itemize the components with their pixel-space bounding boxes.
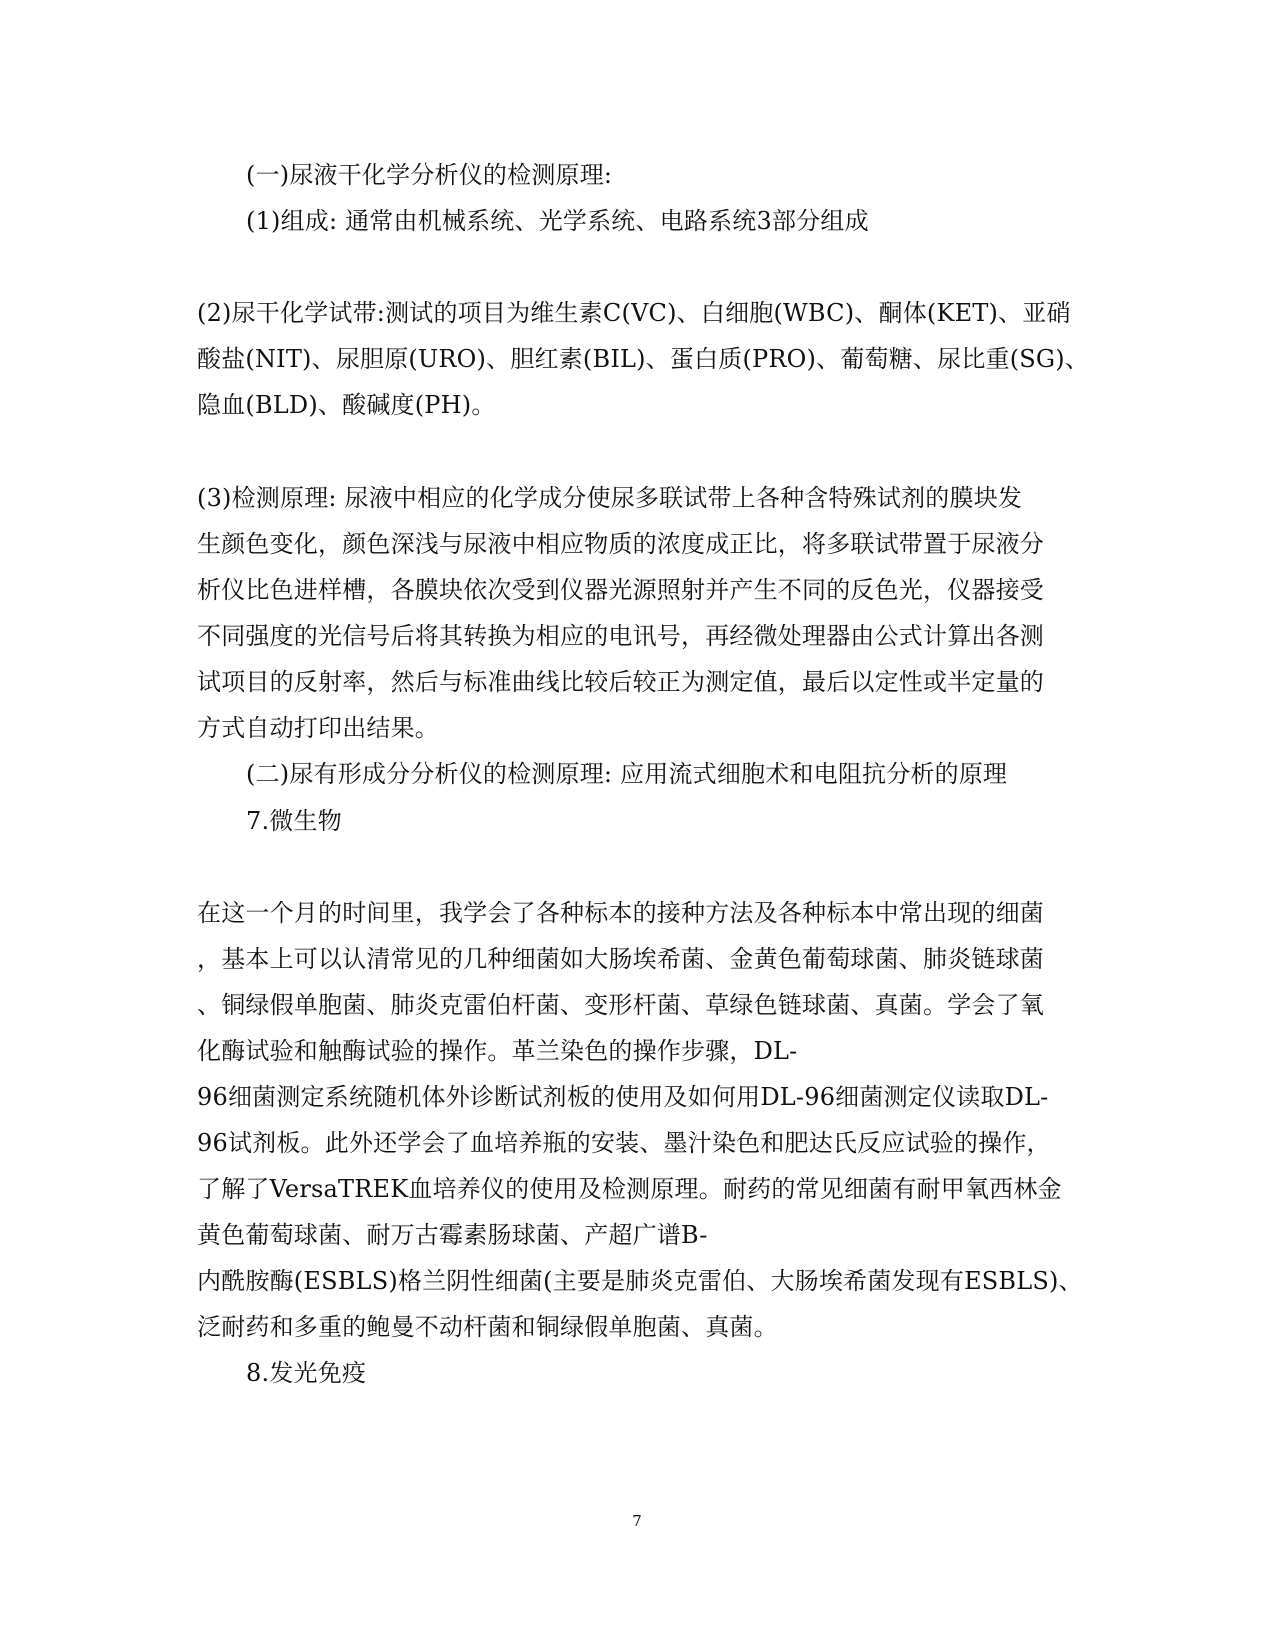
paragraph-microbiology-line: ，基本上可以认清常见的几种细菌如大肠埃希菌、金黄色葡萄球菌、肺炎链球菌 (197, 945, 1044, 973)
paragraph-microbiology-line: 内酰胺酶(ESBLS)格兰阴性细菌(主要是肺炎克雷伯、大肠埃希菌发现有ESBLS)、 (197, 1267, 1083, 1295)
page-number: 7 (632, 1512, 642, 1530)
paragraph-microbiology-line: 、铜绿假单胞菌、肺炎克雷伯杆菌、变形杆菌、草绿色链球菌、真菌。学会了氧 (197, 991, 1044, 1019)
paragraph-test-strip-line: (2)尿干化学试带:测试的项目为维生素C(VC)、白细胞(WBC)、酮体(KET)、亚硝 (197, 299, 1071, 327)
paragraph-test-strip-line: 酸盐(NIT)、尿胆原(URO)、胆红素(BIL)、蛋白质(PRO)、葡萄糖、尿比重(SG)、 (197, 345, 1090, 373)
paragraph-detection-principle-line: (3)检测原理: 尿液中相应的化学成分使尿多联试带上各种含特殊试剂的膜块发 (197, 484, 1023, 512)
paragraph-microbiology-line: 96细菌测定系统随机体外诊断试剂板的使用及如何用DL-96细菌测定仪读取DL- (197, 1083, 1049, 1111)
paragraph-detection-principle-line: 生颜色变化，颜色深浅与尿液中相应物质的浓度成正比，将多联试带置于尿液分 (197, 530, 1044, 558)
paragraph-microbiology-line: 96试剂板。此外还学会了血培养瓶的安装、墨汁染色和肥达氏反应试验的操作， (197, 1129, 1051, 1157)
section-heading-urine-sediment: (二)尿有形成分分析仪的检测原理: 应用流式细胞术和电阻抗分析的原理 (246, 760, 1008, 788)
section-heading-luminescence-immunoassay: 8.发光免疫 (246, 1359, 367, 1387)
paragraph-detection-principle-line: 析仪比色进样槽，各膜块依次受到仪器光源照射并产生不同的反色光，仪器接受 (197, 576, 1044, 604)
paragraph-microbiology-line: 在这一个月的时间里，我学会了各种标本的接种方法及各种标本中常出现的细菌 (197, 899, 1044, 927)
paragraph-detection-principle-line: 试项目的反射率，然后与标准曲线比较后较正为测定值，最后以定性或半定量的 (197, 668, 1044, 696)
section-heading-urine-dry-chemistry: (一)尿液干化学分析仪的检测原理: (246, 161, 613, 189)
section-heading-microbiology: 7.微生物 (246, 807, 342, 835)
paragraph-microbiology-line: 黄色葡萄球菌、耐万古霉素肠球菌、产超广谱B- (197, 1221, 708, 1249)
paragraph-detection-principle-line: 方式自动打印出结果。 (197, 714, 439, 742)
paragraph-microbiology-line: 化酶试验和触酶试验的操作。革兰染色的操作步骤，DL- (197, 1037, 798, 1065)
paragraph-test-strip-line: 隐血(BLD)、酸碱度(PH)。 (197, 391, 496, 419)
paragraph-microbiology-line: 了解了VersaTREK血培养仪的使用及检测原理。耐药的常见细菌有耐甲氧西林金 (197, 1175, 1062, 1203)
paragraph-microbiology-line: 泛耐药和多重的鲍曼不动杆菌和铜绿假单胞菌、真菌。 (197, 1313, 778, 1341)
paragraph-detection-principle-line: 不同强度的光信号后将其转换为相应的电讯号，再经微处理器由公式计算出各测 (197, 622, 1044, 650)
paragraph-composition: (1)组成: 通常由机械系统、光学系统、电路系统3部分组成 (246, 207, 869, 235)
